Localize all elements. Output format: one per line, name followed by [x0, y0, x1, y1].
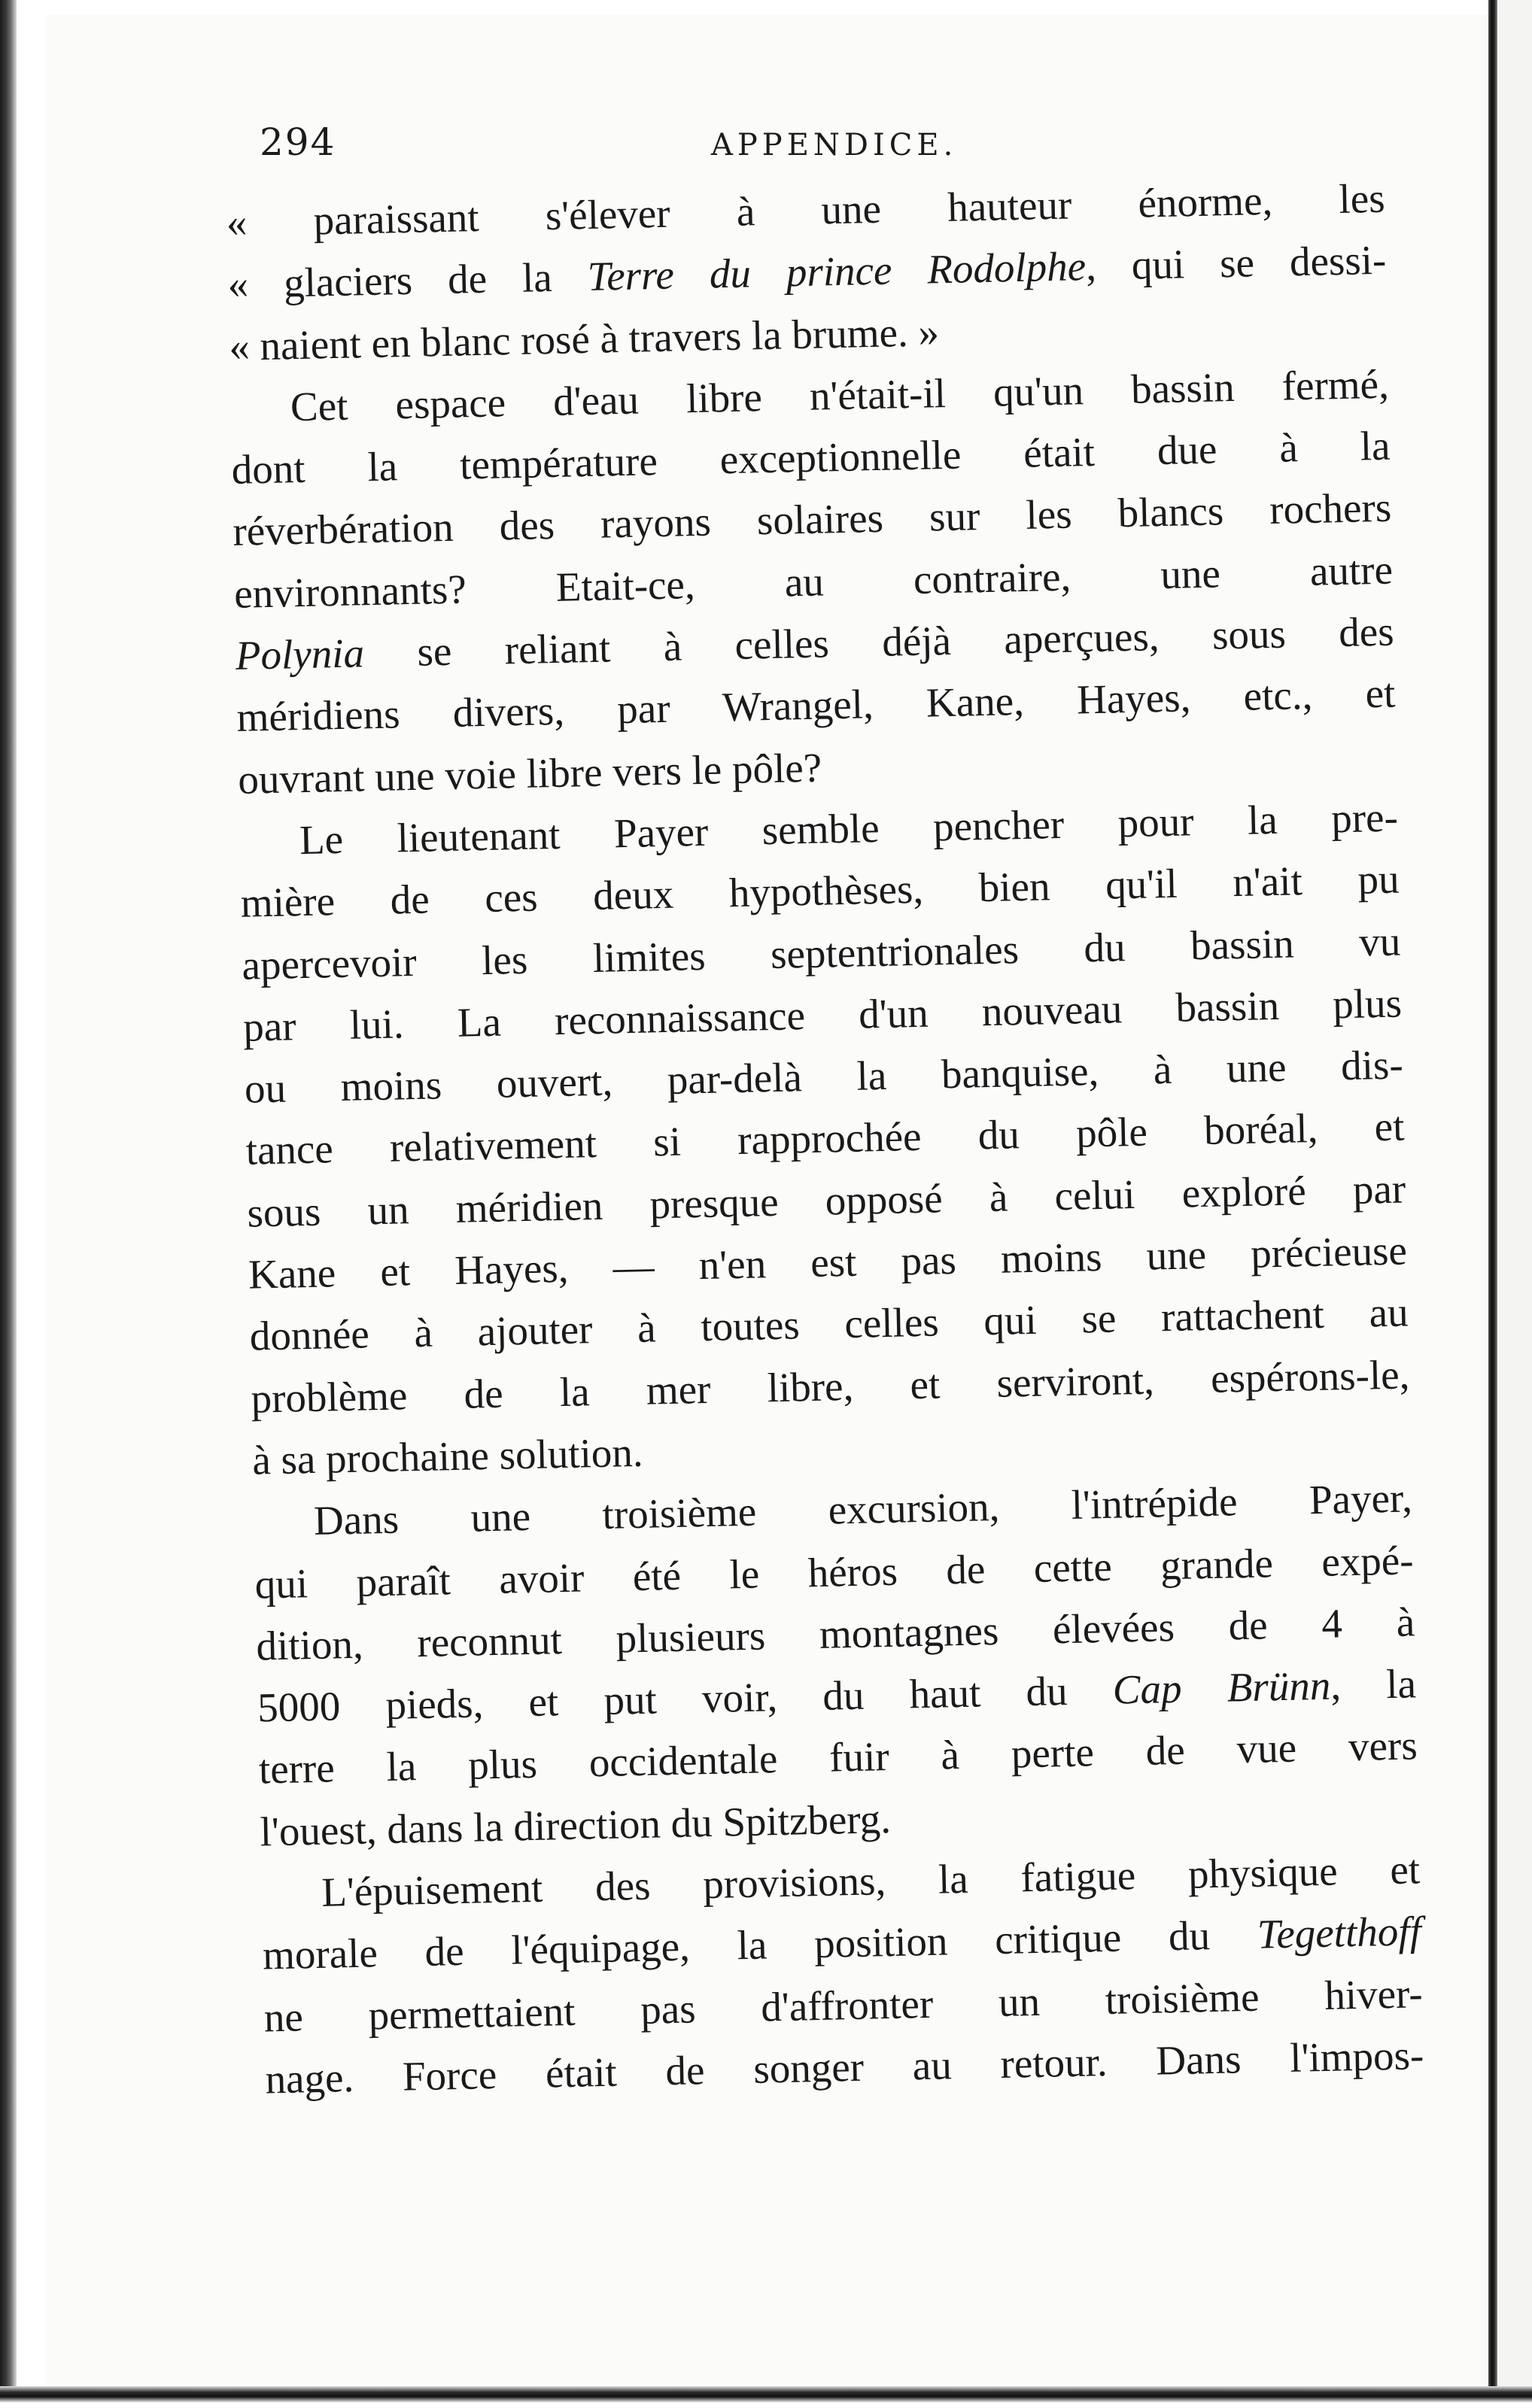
- text-segment: se reliant à celles déjà aperçues, sous des: [363, 608, 1395, 676]
- text-line: Dans une troisième excursion, l'intrépide Payer,: [313, 1474, 1413, 1544]
- text-segment: morale de l'équipage, la position critique du: [262, 1912, 1258, 1978]
- text-line: ouvrant une voie libre vers le pôle?: [237, 744, 822, 803]
- text-line: dont la température exceptionnelle était due à la: [231, 422, 1391, 493]
- text-line: donnée à ajouter à toutes celles qui se rattachent au: [249, 1289, 1409, 1360]
- text-segment: « glaciers de la: [226, 254, 588, 308]
- text-line: « naient en blanc rosé à travers la brume. »: [228, 308, 940, 369]
- paragraph-3: [239, 787, 1412, 1492]
- text-line: « paraissant s'élever à une hauteur énorme, les: [226, 175, 1386, 245]
- text-line: Cet espace d'eau libre n'était-il qu'un bassin fermé,: [290, 360, 1390, 430]
- text-line: ne permettaient pas d'affronter un troisième hiver-: [263, 1969, 1424, 2041]
- scan-edge-bottom: [0, 2386, 1532, 2408]
- text-line: mière de ces deux hypothèses, bien qu'il n'ait pu: [240, 855, 1400, 927]
- italic-term: Polynia: [235, 630, 365, 679]
- text-line: l'ouest, dans la direction du Spitzberg.: [260, 1795, 892, 1855]
- scan-edge-left: [0, 0, 17, 2408]
- paragraph-5: [261, 1839, 1425, 2110]
- italic-ship-name: Tegetthoff: [1257, 1908, 1422, 1958]
- running-title: APPENDICE.: [711, 128, 958, 162]
- paragraph-2: [229, 354, 1397, 811]
- text-line: environnants? Etait-ce, au contraire, une autre: [233, 546, 1394, 617]
- text-line: dition, reconnut plusieurs montagnes élevées de 4 à: [255, 1599, 1415, 1669]
- text-line: L'épuisement des provisions, la fatigue physique et: [321, 1846, 1421, 1915]
- page-number: 294: [260, 120, 336, 164]
- text-line: nage. Force était de songer au retour. Dans l'impos-: [264, 2032, 1424, 2103]
- text-line: réverbération des rayons solaires sur les blancs rochers: [232, 484, 1392, 555]
- text-line: par lui. La reconnaissance d'un nouveau bassin plus: [242, 979, 1403, 1050]
- text-line: méridiens divers, par Wrangel, Kane, Hayes, etc., et: [236, 670, 1396, 741]
- text-line: ou moins ouvert, par-delà la banquise, à une dis-: [244, 1041, 1404, 1112]
- paragraph-1: [226, 168, 1388, 378]
- text-segment: 5000 pieds, et put voir, du haut du: [257, 1666, 1114, 1731]
- text-segment: , qui se dessi-: [1085, 237, 1387, 290]
- italic-place-name: Cap Brünn: [1112, 1662, 1331, 1713]
- page-right-margin: [1497, 0, 1532, 2408]
- text-segment: , la: [1330, 1660, 1417, 1708]
- text-line: à sa prochaine solution.: [251, 1429, 644, 1483]
- text-line: tance relativement si rapprochée du pôle boréal, et: [245, 1103, 1406, 1174]
- text-line: terre la plus occidentale fuir à perte de vue vers: [258, 1722, 1418, 1793]
- text-line: qui paraît avoir été le héros de cette grande expé-: [254, 1536, 1415, 1608]
- paragraph-4: [253, 1468, 1419, 1863]
- text-line: sous un méridien presque opposé à celui exploré par: [246, 1165, 1406, 1236]
- text-line: Kane et Hayes, — n'en est pas moins une précieuse: [248, 1227, 1408, 1298]
- text-line: apercevoir les limites septentrionales du bassin vu: [241, 918, 1401, 988]
- italic-place-name: Terre du prince Rodolphe: [587, 243, 1087, 300]
- page-right-border: [1488, 0, 1497, 2408]
- text-line: Le lieutenant Payer semble pencher pour la pre-: [299, 794, 1399, 864]
- text-line: problème de la mer libre, et serviront, espérons-le,: [250, 1351, 1410, 1422]
- body-text: [226, 168, 1424, 2111]
